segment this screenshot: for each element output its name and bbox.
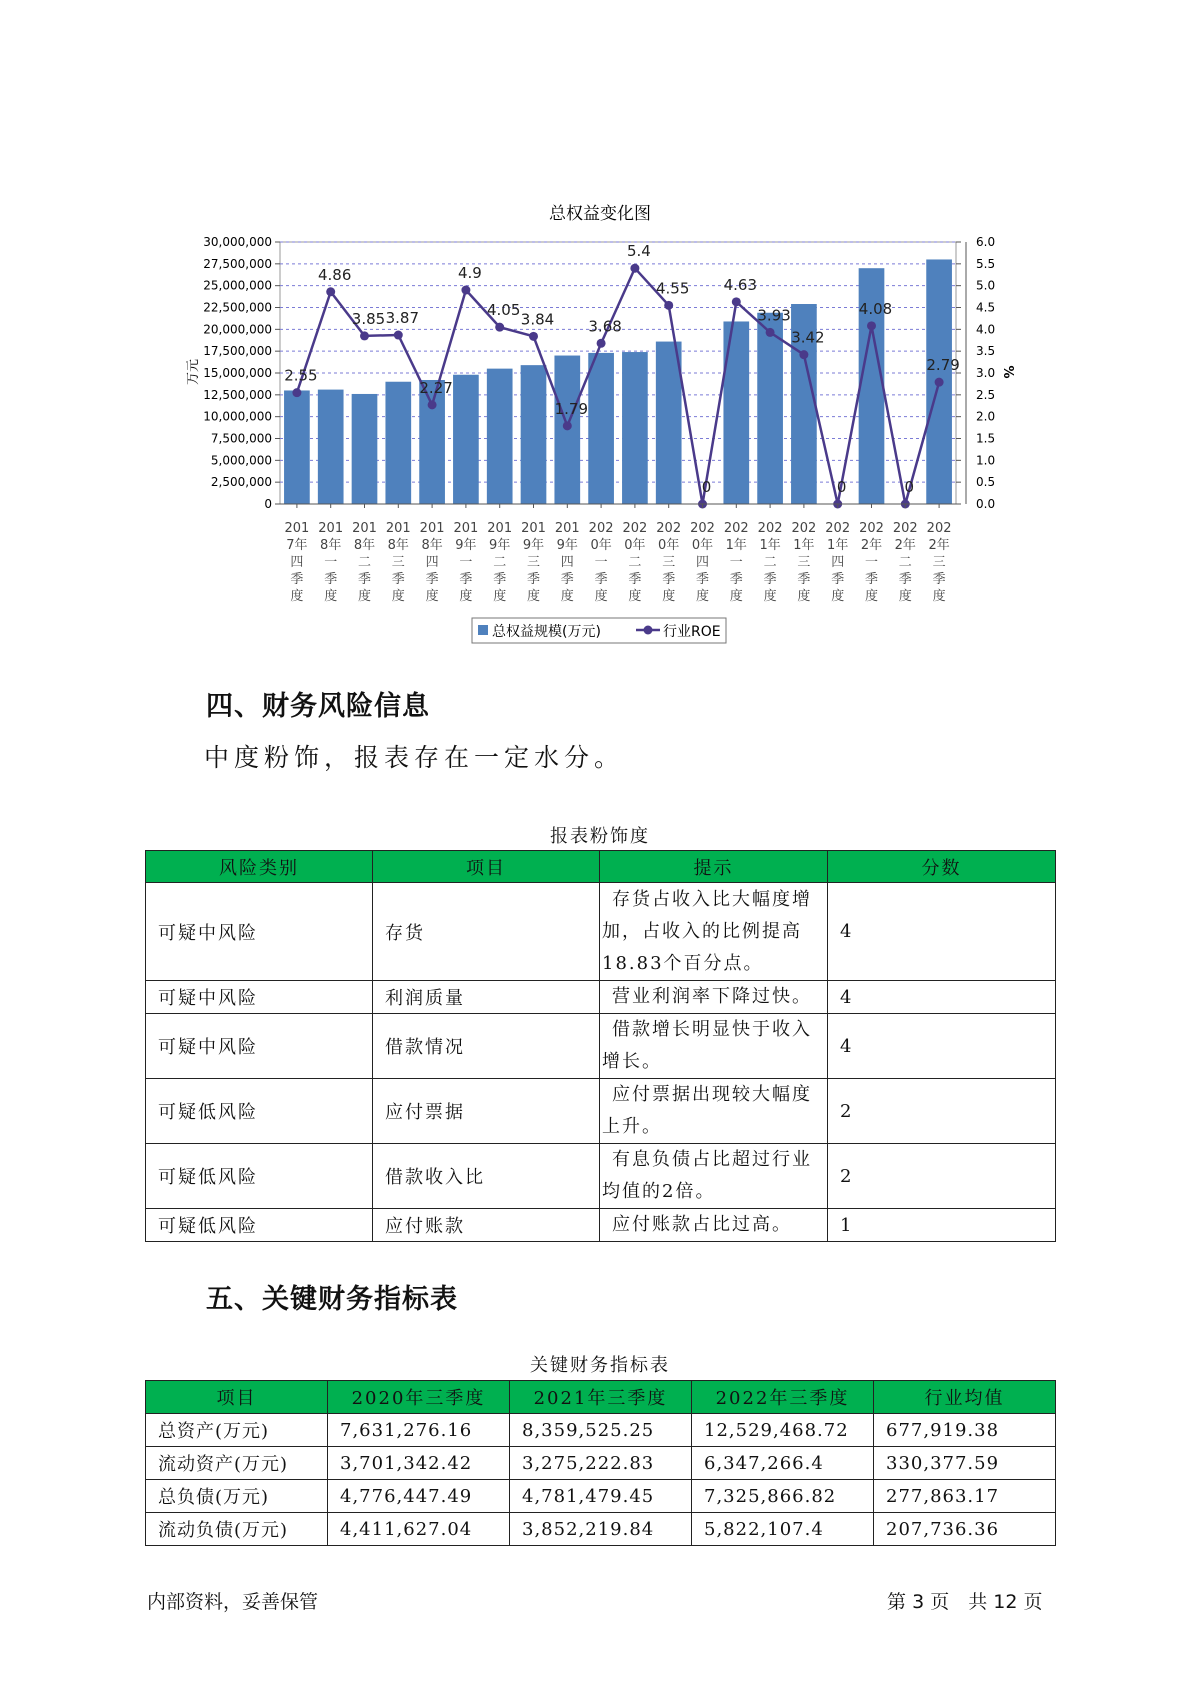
header-cell: 项目 [146,1381,328,1414]
x-tick-label: 季 [763,572,777,587]
chart-legend [472,618,726,643]
y-axis-left [203,235,280,511]
risk-item: 存货 [373,883,600,981]
x-tick-label: 202 [588,521,614,536]
x-tick-label: 201 [385,521,411,536]
x-tick-label: 度 [662,589,676,604]
roe-point [935,378,944,387]
roe-data-label: 4.05 [486,301,521,320]
x-tick-label: 季 [290,572,304,587]
x-tick-label: 9年 [522,538,545,553]
x-tick-label: 9年 [455,538,477,553]
x-tick-label: 2年 [928,538,950,553]
y-tick-label: 7,500,000 [210,431,272,446]
y2-tick-label: 6.0 [976,235,996,249]
x-tick-label: 202 [791,521,817,536]
x-tick-label: 8年 [353,538,376,553]
y-tick-label: 27,500,000 [203,256,272,271]
bar [487,369,513,504]
y2-tick-label: 5.0 [976,278,996,293]
x-tick-label: 季 [932,572,946,587]
table-row [146,883,1056,981]
x-tick-label: 202 [656,521,682,536]
bar [757,313,783,504]
risk-item: 借款收入比 [373,1144,600,1209]
kpi-value: 330,377.59 [874,1447,1056,1480]
roe-data-label: 4.86 [317,265,352,284]
y-tick-label: 0 [264,497,272,511]
x-tick-label: 度 [729,589,743,604]
kpi-value: 3,852,219.84 [510,1513,692,1546]
table-row [146,1447,1056,1480]
footer-confidential: 内部资料，妥善保管 [147,1591,319,1613]
x-tick-label: 季 [662,572,676,587]
kpi-table-header [146,1381,1056,1414]
roe-data-label: 4.9 [457,264,482,283]
risk-category: 可疑中风险 [146,981,373,1014]
legend-bar-label: 总权益规模(万元) [492,624,601,640]
x-tick-label: 度 [797,589,811,604]
x-tick-label: 二 [898,555,912,570]
x-tick-label: 9年 [489,538,511,553]
risk-category: 可疑中风险 [146,883,373,981]
x-tick-label: 8年 [421,538,443,553]
header-cell: 2022年三季度 [692,1381,874,1414]
risk-tip: 有息负债占比超过行业均值的2倍。 [600,1144,828,1209]
x-tick-label: 二 [493,555,507,570]
x-tick-label: 三 [932,555,946,570]
roe-point [495,323,504,332]
kpi-value: 4,781,479.45 [510,1480,692,1513]
kpi-value: 3,701,342.42 [328,1447,510,1480]
x-tick-label: 1年 [793,538,815,553]
y2-tick-label: 0.5 [976,475,996,490]
x-tick-label: 度 [290,589,304,604]
x-tick-label: 202 [723,521,749,536]
table-row [146,1014,1056,1079]
y2-tick-label: 1.5 [976,431,996,446]
risk-score: 4 [828,883,1056,981]
page-total: 12 [993,1591,1018,1613]
y-axis-label: 万元 [186,358,201,386]
y2-tick-label: 1.0 [976,453,996,468]
page-current: 3 [912,1591,925,1613]
x-tick-label: 二 [357,555,372,570]
x-tick-label: 度 [357,589,372,604]
kpi-value: 4,776,447.49 [328,1480,510,1513]
x-tick-label: 度 [628,589,642,604]
risk-table-header [146,851,1056,883]
x-tick-label: 度 [459,589,473,604]
x-tick-label: 7年 [286,538,308,553]
risk-tip: 营业利润率下降过快。 [600,981,828,1014]
roe-data-label: 3.84 [520,310,555,329]
kpi-value: 7,325,866.82 [692,1480,874,1513]
roe-data-label: 2.79 [926,356,960,375]
y2-tick-label: 2.5 [976,387,996,402]
y-tick-label: 30,000,000 [203,235,272,249]
kpi-label: 总资产(万元) [146,1414,328,1447]
bar [385,382,411,504]
x-tick-label: 三 [391,555,405,570]
bar [352,394,378,504]
roe-point [428,400,437,409]
risk-tip: 应付票据出现较大幅度上升。 [600,1079,828,1144]
x-tick-label: 202 [690,521,715,536]
x-tick-label: 季 [459,572,473,587]
y-tick-label: 5,000,000 [210,453,272,468]
section4-title: 四、财务风险信息 [206,691,430,722]
x-tick-label: 季 [594,572,608,587]
page-suffix: 页 [1023,1591,1043,1613]
roe-point [529,332,538,341]
x-tick-label: 季 [898,572,912,587]
roe-point [326,287,335,296]
x-tick-label: 201 [554,521,580,536]
bar [656,342,682,504]
header-cell: 2020年三季度 [328,1381,510,1414]
kpi-value: 12,529,468.72 [692,1414,874,1447]
risk-category: 可疑中风险 [146,1014,373,1079]
x-tick-label: 度 [831,589,845,604]
x-tick-label: 9年 [556,538,578,553]
roe-data-label: 0 [701,478,712,496]
x-tick-label: 四 [695,555,710,570]
x-tick-label: 一 [729,555,743,570]
kpi-value: 677,919.38 [874,1414,1056,1447]
table-row [146,1414,1056,1447]
x-tick-label: 季 [831,572,845,587]
roe-point [360,331,369,340]
roe-data-label: 4.55 [655,279,690,298]
x-tick-label: 0年 [691,538,714,553]
kpi-label: 流动资产(万元) [146,1447,328,1480]
x-axis [280,504,956,604]
header-cell: 提示 [600,851,828,883]
table-row [146,981,1056,1014]
x-tick-label: 度 [932,589,946,604]
roe-data-label: 2.55 [284,366,318,385]
x-tick-label: 四 [425,555,439,570]
bar [284,390,310,504]
table-row [146,1513,1056,1546]
x-tick-label: 度 [391,589,405,604]
x-tick-label: 度 [526,589,541,604]
x-tick-label: 201 [487,521,513,536]
x-tick-label: 202 [825,521,851,536]
roe-point [563,421,572,430]
header-cell: 风险类别 [146,851,373,883]
table-row [146,1480,1056,1513]
risk-table [145,850,1056,1242]
legend-bar-swatch [478,625,488,635]
kpi-value: 207,736.36 [874,1513,1056,1546]
y2-tick-label: 4.5 [976,300,996,315]
x-tick-label: 度 [594,589,608,604]
x-tick-label: 201 [284,521,310,536]
header-cell: 分数 [828,851,1056,883]
x-tick-label: 度 [560,589,574,604]
y-axis-right [956,235,995,511]
bar [521,365,547,504]
x-tick-label: 三 [662,555,676,570]
x-tick-label: 三 [797,555,811,570]
x-tick-label: 202 [859,521,884,536]
kpi-value: 3,275,222.83 [510,1447,692,1480]
risk-tip: 存货占收入比大幅度增加，占收入的比例提高18.83个百分点。 [600,883,828,981]
risk-score: 2 [828,1144,1056,1209]
x-tick-label: 202 [926,521,952,536]
risk-score: 4 [828,1014,1056,1079]
y-tick-label: 2,500,000 [210,475,272,490]
risk-item: 借款情况 [373,1014,600,1079]
x-tick-label: 四 [560,555,574,570]
roe-data-label: 3.87 [385,309,420,328]
risk-score: 1 [828,1209,1056,1242]
x-tick-label: 季 [526,572,541,587]
x-tick-label: 度 [425,589,439,604]
kpi-value: 4,411,627.04 [328,1513,510,1546]
table-row [146,1209,1056,1242]
x-tick-label: 0年 [624,538,646,553]
risk-item: 应付账款 [373,1209,600,1242]
x-tick-label: 2年 [894,538,916,553]
y-tick-label: 15,000,000 [203,366,272,380]
header-cell: 项目 [373,851,600,883]
roe-data-label: 4.63 [723,275,758,294]
roe-point [799,350,808,359]
x-tick-label: 一 [864,555,879,570]
risk-category: 可疑低风险 [146,1209,373,1242]
page-prefix: 第 [887,1591,907,1613]
y-tick-label: 22,500,000 [203,300,272,315]
header-cell: 2021年三季度 [510,1381,692,1414]
roe-point [664,301,673,310]
x-tick-label: 201 [318,521,344,536]
section4-summary: 中度粉饰，报表存在一定水分。 [204,743,625,772]
x-tick-label: 201 [419,521,445,536]
kpi-value: 5,822,107.4 [692,1513,874,1546]
roe-point [597,339,606,348]
risk-category: 可疑低风险 [146,1079,373,1144]
x-tick-label: 8年 [387,538,409,553]
roe-point [867,321,876,330]
roe-point [766,328,775,337]
y2-tick-label: 3.5 [976,344,996,359]
y2-tick-label: 2.0 [976,409,996,424]
x-tick-label: 季 [560,572,574,587]
bar [318,390,344,504]
x-tick-label: 度 [898,589,912,604]
y-tick-label: 20,000,000 [203,322,272,337]
y-tick-label: 10,000,000 [203,409,272,424]
roe-data-label: 2.27 [419,378,453,397]
roe-data-label: 1.79 [554,399,589,418]
x-tick-label: 三 [526,555,541,570]
risk-table-caption: 报表粉饰度 [550,826,650,847]
x-tick-label: 季 [391,572,405,587]
x-tick-label: 度 [864,589,879,604]
kpi-table-caption: 关键财务指标表 [530,1355,670,1376]
x-tick-label: 度 [324,589,338,604]
x-tick-label: 一 [459,555,473,570]
x-tick-label: 1年 [759,538,781,553]
x-tick-label: 四 [290,555,304,570]
equity-chart [0,0,1191,660]
kpi-label: 流动负债(万元) [146,1513,328,1546]
roe-data-label: 3.85 [351,309,386,328]
risk-score: 2 [828,1079,1056,1144]
roe-data-label: 5.4 [626,242,651,261]
x-tick-label: 202 [622,521,648,536]
y2-tick-label: 5.5 [976,256,996,271]
x-tick-label: 一 [594,555,608,570]
kpi-value: 7,631,276.16 [328,1414,510,1447]
risk-item: 应付票据 [373,1079,600,1144]
x-tick-label: 季 [864,572,879,587]
y-tick-label: 17,500,000 [203,344,272,359]
risk-tip: 应付账款占比过高。 [600,1209,828,1242]
bar [453,375,479,504]
section5-title: 五、关键财务指标表 [206,1284,458,1315]
x-tick-label: 202 [757,521,783,536]
y2-axis-label: % [1000,365,1015,379]
roe-data-label: 3.68 [588,317,622,336]
table-row [146,1079,1056,1144]
roe-data-label: 3.93 [757,306,791,325]
y2-tick-label: 3.0 [976,366,996,380]
x-tick-label: 201 [453,521,479,536]
kpi-label: 总负债(万元) [146,1480,328,1513]
x-tick-label: 季 [493,572,507,587]
risk-tip: 借款增长明显快于收入增长。 [600,1014,828,1079]
risk-item: 利润质量 [373,981,600,1014]
x-tick-label: 季 [695,572,710,587]
y-tick-label: 25,000,000 [203,278,272,293]
roe-point [394,331,403,340]
risk-score: 4 [828,981,1056,1014]
x-tick-label: 季 [729,572,743,587]
header-cell: 行业均值 [874,1381,1056,1414]
kpi-value: 6,347,266.4 [692,1447,874,1480]
legend-line-label: 行业ROE [663,624,721,640]
x-tick-label: 季 [797,572,811,587]
roe-point [292,388,301,397]
kpi-value: 277,863.17 [874,1480,1056,1513]
y2-tick-label: 4.0 [976,322,996,337]
x-tick-label: 202 [892,521,918,536]
x-tick-label: 二 [628,555,642,570]
x-tick-label: 季 [425,572,439,587]
bar [622,352,648,504]
x-tick-label: 201 [352,521,377,536]
footer-page-number [887,1587,1043,1614]
x-tick-label: 一 [324,555,338,570]
x-tick-label: 季 [628,572,642,587]
page-mid: 页 共 [930,1591,988,1613]
risk-category: 可疑低风险 [146,1144,373,1209]
x-tick-label: 0年 [658,538,680,553]
y-tick-label: 12,500,000 [203,387,272,402]
bar [419,380,445,504]
roe-data-label: 0 [836,478,847,496]
roe-data-label: 0 [904,478,915,496]
x-tick-label: 201 [521,521,546,536]
x-tick-label: 度 [763,589,777,604]
chart-title: 总权益变化图 [549,204,651,224]
x-tick-label: 季 [324,572,338,587]
kpi-value: 8,359,525.25 [510,1414,692,1447]
x-tick-label: 1年 [725,538,747,553]
x-tick-label: 度 [493,589,507,604]
x-tick-label: 度 [695,589,710,604]
x-tick-label: 2年 [860,538,883,553]
table-row [146,1144,1056,1209]
roe-point [461,286,470,295]
x-tick-label: 0年 [590,538,612,553]
x-tick-label: 1年 [827,538,849,553]
x-tick-label: 四 [831,555,845,570]
bar [588,353,614,504]
x-tick-label: 8年 [320,538,342,553]
kpi-table [145,1380,1056,1546]
roe-data-label: 3.42 [791,328,825,347]
x-tick-label: 二 [763,555,777,570]
y2-tick-label: 0.0 [976,497,996,511]
roe-point [630,264,639,273]
roe-data-label: 4.08 [858,299,893,318]
x-tick-label: 季 [357,572,372,587]
roe-point [732,297,741,306]
